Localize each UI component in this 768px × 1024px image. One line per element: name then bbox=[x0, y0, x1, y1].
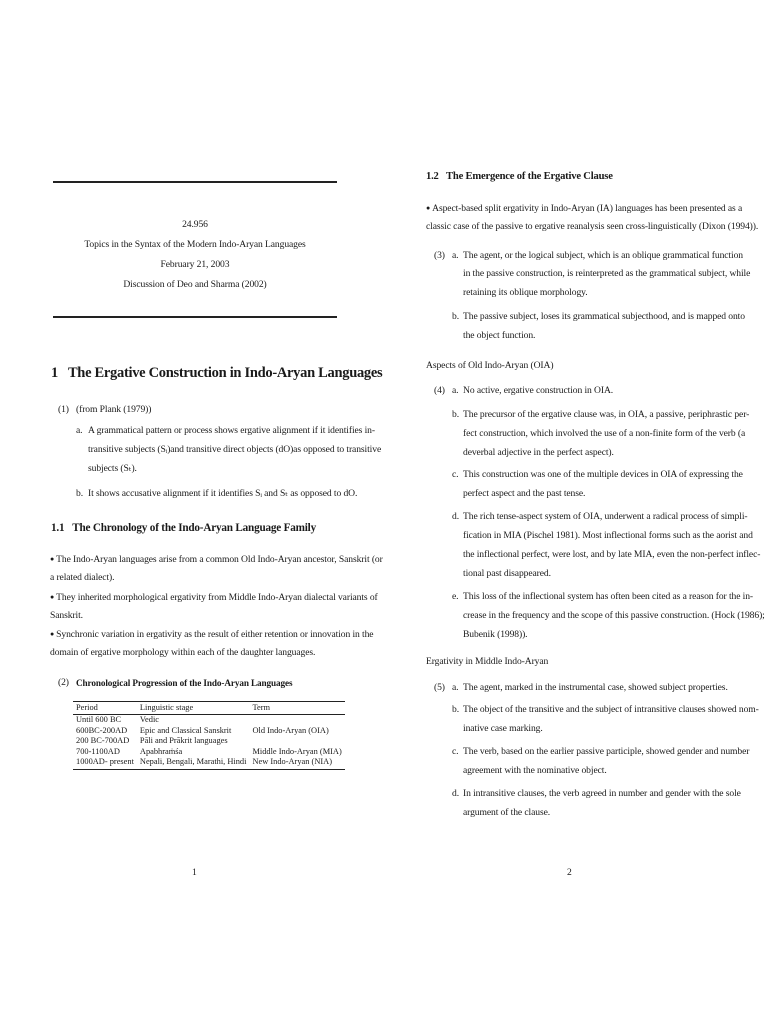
example-4d-line: fication in MIA (Pischel 1981). Most inflectional forms such as the aorist and bbox=[463, 530, 753, 541]
bullet-text: The Indo-Aryan languages arise from a common Old Indo-Aryan ancestor, Sanskrit (or bbox=[56, 554, 383, 565]
example-1b-label: b. bbox=[76, 488, 83, 499]
table-row bbox=[73, 736, 345, 746]
section-title: The Ergative Construction in Indo-Aryan Languages bbox=[67, 365, 383, 381]
header-rule-bottom bbox=[53, 316, 337, 318]
example-3b-line: the object function. bbox=[463, 330, 536, 341]
example-1a-line: subjects (Sₜ). bbox=[88, 463, 137, 474]
example-4b-line: deverbal adjective in the perfect aspect). bbox=[463, 447, 614, 458]
example-1b-text: It shows accusative alignment if it identifies Sᵢ and Sₜ as opposed to dO. bbox=[88, 488, 358, 499]
example-3a-line: in the passive construction, is reinterpreted as the grammatical subject, while bbox=[463, 268, 751, 279]
example-4b-line: fect construction, which involved the use of a non-finite form of the verb (a bbox=[463, 428, 746, 439]
table-header-cell: Term bbox=[249, 702, 344, 715]
table-header-row bbox=[73, 702, 345, 715]
example-5d-line: argument of the clause. bbox=[463, 807, 551, 818]
bullet-text: Aspect-based split ergativity in Indo-Aryan (IA) languages has been presented as a bbox=[432, 203, 743, 214]
example-5c-label: c. bbox=[452, 746, 459, 757]
example-5a-label: a. bbox=[452, 682, 459, 693]
table-cell: New Indo-Aryan (NIA) bbox=[249, 757, 344, 770]
table-row bbox=[73, 747, 345, 757]
example-4e-line: Bubenik (1998)). bbox=[463, 629, 528, 640]
bullet-icon: ● bbox=[50, 630, 55, 638]
discussion-line: Discussion of Deo and Sharma (2002) bbox=[123, 279, 267, 290]
example-3a-line: retaining its oblique morphology. bbox=[463, 287, 588, 298]
table-cell: Epic and Classical Sanskrit bbox=[139, 725, 232, 735]
bullet-item bbox=[50, 553, 383, 566]
example-5c-line: The verb, based on the earlier passive participle, showed gender and number bbox=[463, 746, 750, 757]
example-5c-line: agreement with the nominative object. bbox=[463, 765, 607, 776]
example-2-title: Chronological Progression of the Indo-Aryan Languages bbox=[76, 678, 293, 688]
mia-heading: Ergativity in Middle Indo-Aryan bbox=[426, 656, 549, 667]
table-cell: 600BC-200AD bbox=[76, 725, 128, 735]
example-4e-line: This loss of the inflectional system has often been cited as a reason for the in- bbox=[463, 591, 754, 602]
example-5-label: (5) bbox=[434, 682, 445, 693]
bullet-continuation: Sanskrit. bbox=[50, 610, 83, 621]
bullet-icon: ● bbox=[50, 593, 55, 601]
table-row bbox=[73, 726, 345, 736]
bullet-continuation: domain of ergative morphology within each of the daughter languages. bbox=[50, 647, 316, 658]
example-4b-label: b. bbox=[452, 409, 459, 420]
section-number: 1 bbox=[51, 365, 58, 381]
table-header-cell: Period bbox=[73, 702, 137, 715]
example-3a-line: The agent, or the logical subject, which is an oblique grammatical function bbox=[463, 250, 743, 261]
table-cell: 1000AD- present bbox=[73, 757, 137, 770]
table-cell: Nepali, Bengali, Marathi, Hindi bbox=[137, 757, 250, 770]
lecture-date: February 21, 2003 bbox=[160, 259, 230, 270]
bullet-item bbox=[50, 628, 373, 641]
chronology-table bbox=[73, 701, 345, 770]
subsection-title: The Chronology of the Indo-Aryan Language Family bbox=[72, 522, 316, 534]
bullet-text: Synchronic variation in ergativity as the result of either retention or innovation in the bbox=[56, 629, 374, 640]
section-1-2-heading bbox=[426, 171, 613, 182]
table-header-cell: Linguistic stage bbox=[137, 702, 250, 715]
bullet-item bbox=[50, 591, 378, 604]
table-cell: 700-1100AD bbox=[76, 746, 120, 756]
example-5b-line: The object of the transitive and the subject of intransitive clauses showed nom- bbox=[463, 704, 759, 715]
example-4d-line: The rich tense-aspect system of OIA, underwent a radical process of simpli- bbox=[463, 511, 748, 522]
bullet-continuation: classic case of the passive to ergative reanalysis seen cross-linguistically (Dixon (1994)). bbox=[426, 221, 759, 232]
table-cell: Until 600 BC bbox=[76, 715, 122, 725]
section-1-heading bbox=[51, 365, 382, 382]
table-cell: Apabhraṁśa bbox=[139, 746, 183, 756]
table-cell: Pāli and Prākrit languages bbox=[139, 736, 228, 746]
example-4c-line: This construction was one of the multiple devices in OIA of expressing the bbox=[463, 469, 743, 480]
example-3b-label: b. bbox=[452, 311, 459, 322]
example-5d-line: In intransitive clauses, the verb agreed in number and gender with the sole bbox=[463, 788, 741, 799]
table-cell: Middle Indo-Aryan (MIA) bbox=[252, 746, 342, 756]
example-1a-line: transitive subjects (Sᵢ)and transitive direct objects (dO)as opposed to transitive bbox=[88, 444, 382, 455]
bullet-icon: ● bbox=[426, 204, 431, 212]
example-1-label: (1) bbox=[58, 404, 69, 415]
bullet-text: They inherited morphological ergativity from Middle Indo-Aryan dialectal variants of bbox=[56, 592, 378, 603]
example-4d-line: the inflectional perfect, were lost, and by late MIA, even the non-perfect inflec- bbox=[463, 549, 761, 560]
example-3b-line: The passive subject, loses its grammatical subjecthood, and is mapped onto bbox=[463, 311, 745, 322]
example-1a-line: A grammatical pattern or process shows ergative alignment if it identifies in- bbox=[88, 425, 375, 436]
example-2-label: (2) bbox=[58, 677, 69, 688]
example-4e-line: crease in the frequency and the scope of this passive construction. (Hock (1986); bbox=[463, 610, 765, 621]
example-4e-label: e. bbox=[452, 591, 459, 602]
course-title: Topics in the Syntax of the Modern Indo-Aryan Languages bbox=[84, 239, 306, 250]
example-5b-line: inative case marking. bbox=[463, 723, 543, 734]
subsection-title: The Emergence of the Ergative Clause bbox=[446, 171, 613, 182]
page-2 bbox=[384, 0, 768, 1024]
course-number: 24.956 bbox=[182, 219, 208, 230]
table-row bbox=[73, 715, 345, 726]
example-5d-label: d. bbox=[452, 788, 459, 799]
bullet-continuation: a related dialect). bbox=[50, 572, 115, 583]
example-3a-label: a. bbox=[452, 250, 459, 261]
subsection-number: 1.1 bbox=[51, 522, 65, 534]
table-cell: 200 BC-700AD bbox=[76, 736, 130, 746]
bullet-icon: ● bbox=[50, 555, 55, 563]
example-1a-label: a. bbox=[76, 425, 83, 436]
page-number: 2 bbox=[567, 867, 572, 878]
example-5a-line: The agent, marked in the instrumental case, showed subject properties. bbox=[463, 682, 728, 693]
example-4c-line: perfect aspect and the past tense. bbox=[463, 488, 586, 499]
subsection-number: 1.2 bbox=[426, 171, 439, 182]
example-4b-line: The precursor of the ergative clause was, in OIA, a passive, periphrastic per- bbox=[463, 409, 750, 420]
header-rule-top bbox=[53, 181, 337, 183]
table-cell bbox=[249, 715, 344, 726]
example-4c-label: c. bbox=[452, 469, 459, 480]
example-4a-line: No active, ergative construction in OIA. bbox=[463, 385, 614, 396]
table-cell: Old Indo-Aryan (OIA) bbox=[252, 725, 329, 735]
example-5b-label: b. bbox=[452, 704, 459, 715]
page-number: 1 bbox=[192, 867, 197, 878]
example-4d-label: d. bbox=[452, 511, 459, 522]
bullet-item bbox=[426, 202, 742, 215]
example-4-label: (4) bbox=[434, 385, 445, 396]
table-cell bbox=[249, 736, 344, 746]
table-row bbox=[73, 757, 345, 770]
table-cell: Vedic bbox=[139, 715, 159, 725]
section-1-1-heading bbox=[51, 522, 316, 534]
example-1-source: (from Plank (1979)) bbox=[76, 404, 152, 415]
example-4d-line: tional past disappeared. bbox=[463, 568, 551, 579]
example-4a-label: a. bbox=[452, 385, 459, 396]
oia-heading: Aspects of Old Indo-Aryan (OIA) bbox=[426, 360, 554, 371]
example-3-label: (3) bbox=[434, 250, 445, 261]
